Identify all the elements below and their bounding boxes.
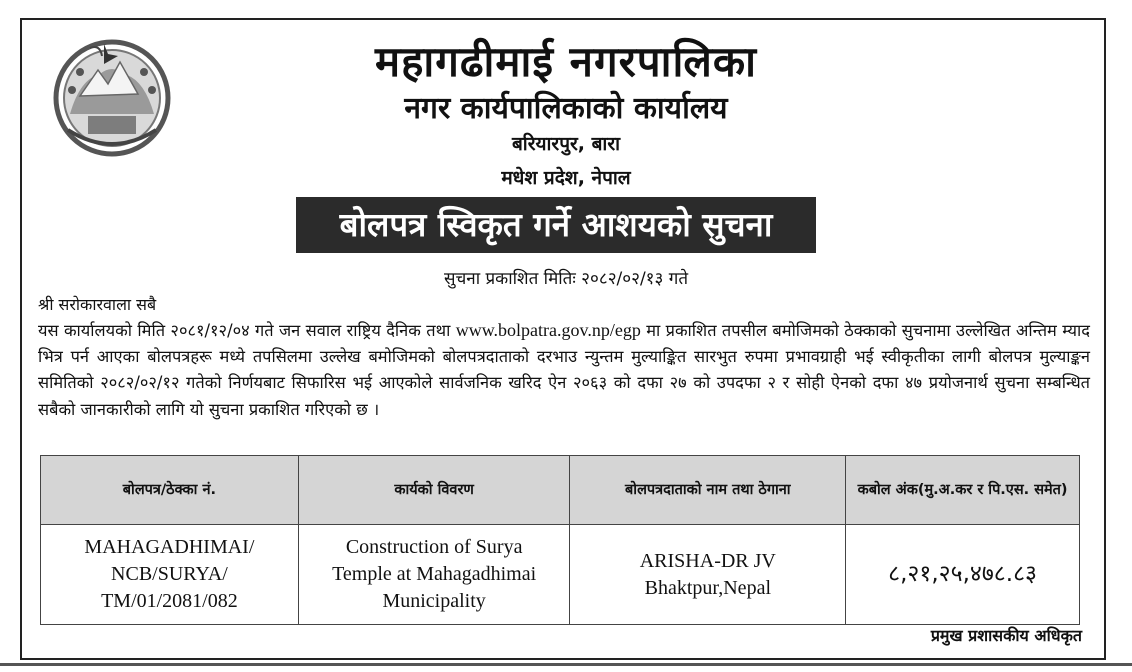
- published-date: सुचना प्रकाशित मितिः २०८२/०२/१३ गते: [443, 269, 689, 289]
- notice-title: बोलपत्र स्विकृत गर्ने आशयको सुचना: [296, 197, 816, 253]
- contract-no-line: TM/01/2081/082: [101, 590, 238, 612]
- bottom-rule: [0, 663, 1132, 666]
- header-bidder: बोलपत्रदाताको नाम तथा ठेगाना: [570, 456, 846, 525]
- description-line: Temple at Mahagadhimai: [332, 563, 537, 585]
- contract-no-cell: [41, 525, 299, 625]
- description-line: Municipality: [382, 590, 486, 612]
- bolpatra-url-link[interactable]: www.bolpatra.gov.np/egp: [455, 320, 641, 340]
- description-line: Construction of Surya: [345, 536, 523, 558]
- salutation: श्री सरोकारवाला सबै: [38, 295, 157, 314]
- table-row: [41, 525, 1080, 625]
- table-header-row: [41, 456, 1080, 525]
- notice-body: [38, 317, 1090, 423]
- contract-no-line: NCB/SURYA/: [111, 563, 228, 585]
- org-name: महागढीमाई नगरपालिका: [374, 37, 758, 86]
- bidder-cell: [570, 525, 846, 625]
- header-contract-no: बोलपत्र/ठेक्का नं.: [41, 456, 299, 525]
- contract-no-line: MAHAGADHIMAI/: [84, 536, 255, 558]
- body-text-part-2: मा प्रकाशित तपसील बमोजिमको ठेक्काको सुचनामा उल्लेखित अन्तिम म्याद भित्र पर्न आएका बोलपत्रहरू मध्ये तपसिलमा उल्लेख बमोजिमको बोलपत्रदाताको दरभाउ न्युन्तम मुल्याङ्कित सारभुत रुपमा प्रभावग्राही भई स्वीकृतीका लागी बोलपत्र मुल्याङ्कन समितिको २०८२/०२/१२ गतेको निर्णयबाट सिफारिस भई आएकोले सार्वजनिक खरिद ऐन २०६३ को दफा २७ को उपदफा २ र सोही ऐनको दफा ४७ प्रयोजनार्थ सुचना सम्बन्धित सबैको जानकारीको लागि यो सुचना प्रकाशित गरिएको छ ।: [38, 321, 1091, 419]
- body-text-part-1: यस कार्यालयको मिति २०८१/१२/०४ गते जन सवाल राष्ट्रिय दैनिक तथा: [38, 321, 456, 340]
- bidder-line: ARISHA-DR JV: [639, 549, 776, 572]
- address-line-1: बरियारपुर, बारा: [511, 133, 621, 155]
- header-amount: कबोल अंक(मु.अ.कर र पि.एस. समेत): [846, 456, 1080, 525]
- address-line-2: मधेश प्रदेश, नेपाल: [501, 167, 631, 189]
- signature-title: प्रमुख प्रशासकीय अधिकृत: [930, 626, 1082, 645]
- header-description: कार्यको विवरण: [298, 456, 570, 525]
- bidder-line: Bhaktpur,Nepal: [644, 576, 771, 599]
- award-table: [40, 455, 1080, 625]
- office-name: नगर कार्यपालिकाको कार्यालय: [404, 91, 728, 126]
- amount-cell: ८,२१,२५,४७८.८३: [846, 525, 1080, 625]
- description-cell: [298, 525, 570, 625]
